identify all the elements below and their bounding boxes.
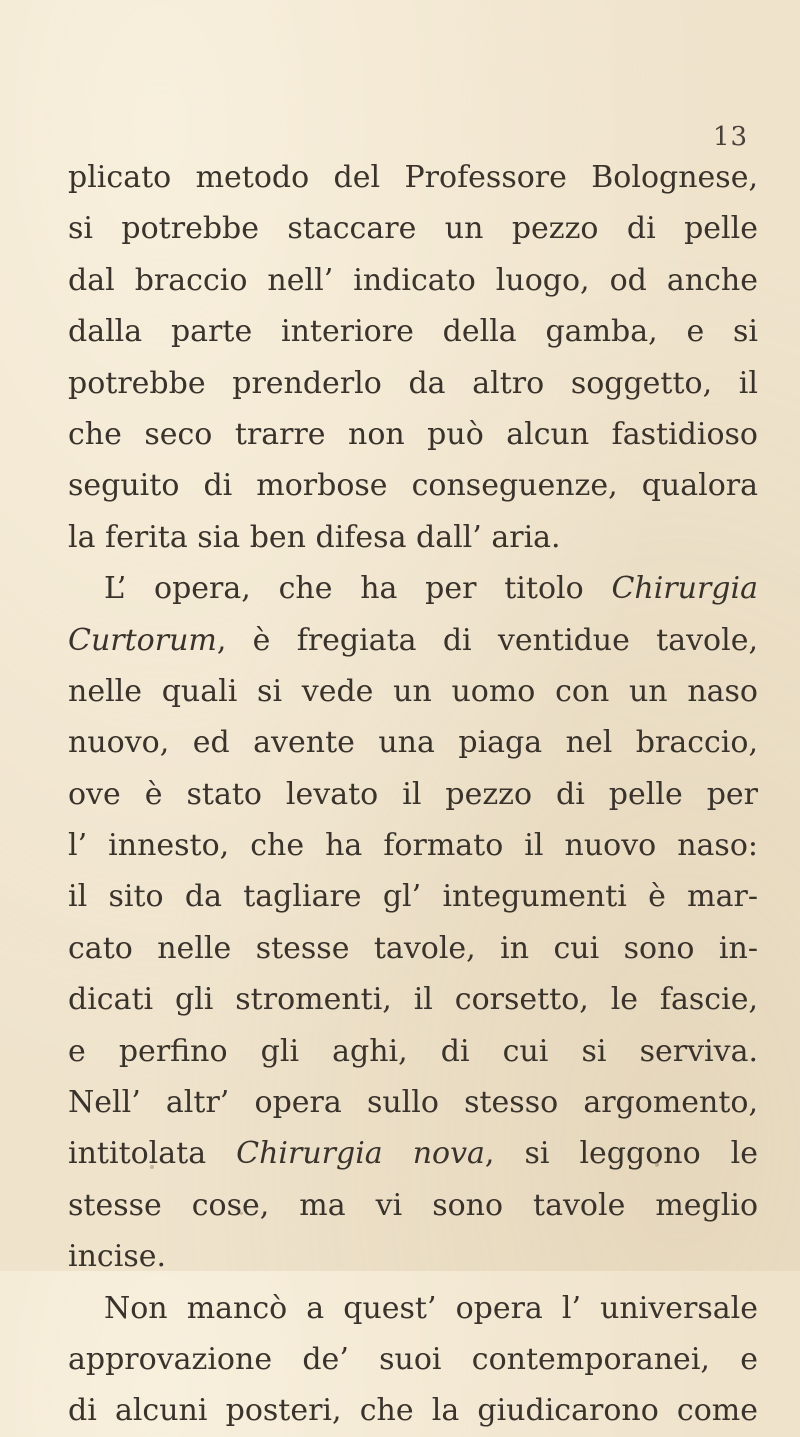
work-title: Chirurgia [611,571,758,607]
paper-speck [150,1165,154,1169]
line-text: , è fregiata di ventidue tavole, [216,622,758,658]
text-line: potrebbe prenderlo da altro soggetto, il [68,365,758,401]
text-line [68,1128,758,1179]
text-line: ove è stato levato il pezzo di pelle per [68,776,758,812]
text-line: dicati gli stromenti, il corsetto, le fascie, [68,982,758,1018]
text-line: approvazione de’ suoi contemporanei, e [68,1341,758,1377]
work-title: Curtorum [68,622,217,658]
paragraph-end-line: la ferita sia ben difesa dall’ aria. [68,519,561,555]
page-number: 13 [713,122,749,152]
text-line: di alcuni posteri, che la giudicarono come [68,1393,758,1429]
paper-speck [240,1212,243,1215]
paper-speck [655,1162,659,1167]
text-line: che seco trarre non può alcun fastidioso [68,416,758,452]
line-text: L’ opera, che ha per titolo [104,571,612,607]
paragraph-start-line: Non mancò a quest’ opera l’ universale [104,1290,758,1326]
body-text [68,152,758,1437]
text-line: e perfino gli aghi, di cui si serviva. [68,1033,758,1069]
line-text: intitolata [68,1136,237,1172]
paragraph-end-line: incise. [68,1239,166,1275]
text-line: Nell’ altr’ opera sullo stesso argomento, [68,1085,758,1121]
text-line: l’ innesto, che ha formato il nuovo naso: [68,828,758,864]
text-line: nelle quali si vede un uomo con un naso [68,673,758,709]
text-line: stesse cose, ma vi sono tavole meglio [68,1187,758,1223]
text-line: dalla parte interiore della gamba, e si [68,314,758,350]
text-line: nuovo, ed avente una piaga nel braccio, [68,725,758,761]
text-line: plicato metodo del Professore Bolognese, [68,160,758,195]
text-line: si potrebbe staccare un pezzo di pelle [68,211,758,247]
work-title: Chirurgia nova [236,1136,485,1172]
line-text: , si leggono le [484,1136,758,1172]
text-line: seguito di morbose conseguenze, qualora [68,468,758,504]
paragraph-start-line [68,563,758,614]
text-line: dal braccio nell’ indicato luogo, od anche [68,262,758,298]
text-line [68,615,758,666]
text-line: il sito da tagliare gl’ integumenti è mar- [68,879,758,915]
text-line: cato nelle stesse tavole, in cui sono in- [68,930,758,966]
